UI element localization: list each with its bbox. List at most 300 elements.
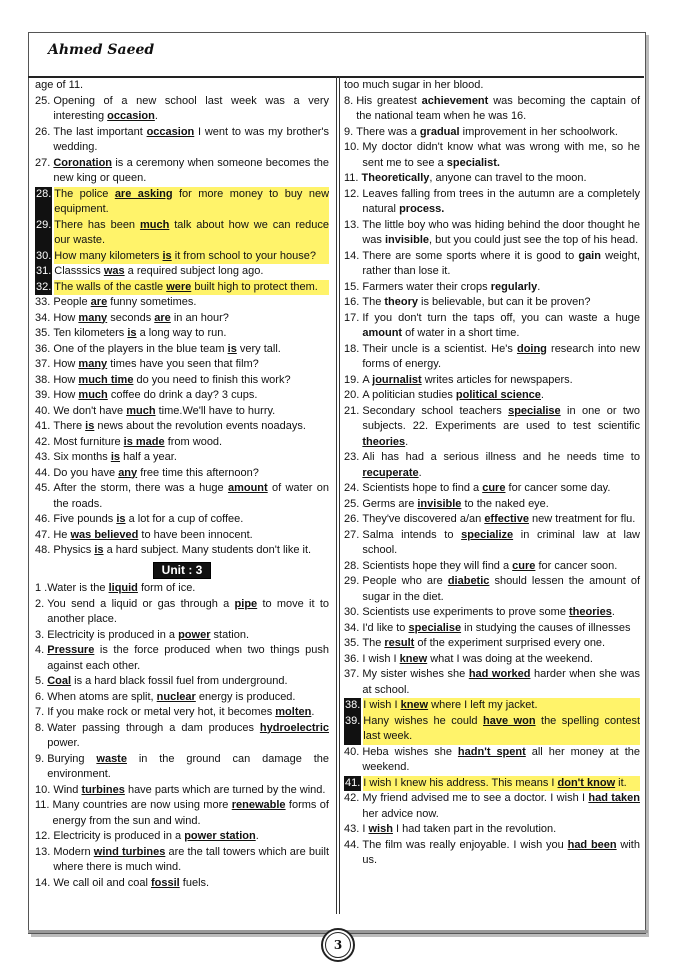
item-number: 40.: [35, 404, 54, 417]
sentence-item: [344, 218, 640, 249]
sentence-item: [344, 745, 640, 776]
item-text: Scientists hope to find a cure for cancer some day.: [362, 482, 611, 494]
sentence-item: [35, 705, 329, 721]
item-number: 12.: [344, 187, 363, 200]
item-number: 42.: [344, 792, 363, 804]
item-text: Six months is half a year.: [53, 451, 177, 463]
sentence-item: [344, 652, 640, 668]
item-number: 34.: [344, 621, 363, 634]
sentence-item: [344, 636, 640, 652]
item-text: Classsics was a required subject long ago.: [54, 265, 264, 277]
item-text: Their uncle is a scientist. He's doing research into new forms of energy.: [362, 342, 640, 370]
item-text: Ten kilometers is a long way to run.: [53, 327, 227, 339]
sentence-item: [344, 714, 640, 745]
column-divider: [339, 76, 340, 914]
item-text: age of 11.: [35, 79, 84, 91]
keyword: cure: [512, 559, 536, 572]
item-text: The film was really enjoyable. I wish you had been with us.: [362, 838, 640, 866]
keyword: renewable: [231, 799, 286, 811]
sentence-item: [35, 798, 329, 829]
keyword: much: [139, 218, 170, 231]
keyword: recuperate: [362, 466, 419, 479]
keyword: is: [116, 513, 126, 525]
sentence-item: [344, 698, 640, 714]
item-number: 24.: [344, 482, 363, 494]
item-number: 29.: [344, 575, 363, 587]
item-number: 36.: [35, 342, 54, 355]
item-number: 31.: [35, 264, 52, 280]
keyword: turbines: [81, 783, 125, 796]
keyword: was: [103, 265, 125, 277]
item-text: Water is the liquid form of ice.: [47, 582, 196, 594]
item-number: 37.: [35, 358, 54, 370]
item-text: How much coffee do drink a day? 3 cups.: [53, 389, 258, 401]
item-text: Salma intends to specialize in criminal law at law school.: [362, 528, 641, 556]
keyword: is made: [123, 435, 165, 448]
keyword: Coal: [47, 675, 72, 687]
sentence-item: [35, 829, 329, 845]
item-number: 27.: [344, 528, 363, 541]
item-text: My friend advised me to see a doctor. I wish I had taken her advice now.: [362, 792, 640, 820]
item-number: 28.: [344, 559, 363, 572]
item-number: 8.: [344, 94, 357, 107]
item-number: 48.: [35, 544, 54, 556]
sentence-item: [344, 249, 640, 280]
item-text: Many countries are now using more renewable forms of energy from the sun and wind.: [52, 799, 329, 827]
item-number: 11.: [35, 799, 53, 811]
sentence-item: [35, 512, 329, 528]
keyword: is: [94, 544, 104, 556]
item-number: 6.: [35, 690, 48, 703]
sentence-item: [344, 78, 640, 94]
keyword: specialise: [408, 621, 462, 634]
item-number: 28.: [35, 187, 52, 218]
item-text: People are funny sometimes.: [53, 296, 197, 308]
keyword: had worked: [468, 668, 531, 680]
sentence-item: [35, 450, 329, 466]
item-text: There are some sports where it is good to gain weight, rather than lose it.: [362, 249, 640, 277]
item-text: Do you have any free time this afternoon?: [53, 466, 259, 479]
sentence-item: [344, 125, 640, 141]
sentence-item: [35, 388, 329, 404]
item-number: 45.: [35, 482, 54, 494]
item-number: 29.: [35, 218, 52, 249]
item-number: 14.: [35, 876, 54, 889]
bold-keyword: invisible: [384, 234, 430, 246]
keyword: many: [78, 311, 108, 324]
item-text: Hany wishes he could have won the spelling contest last week.: [363, 714, 640, 745]
bold-keyword: Theoretically: [361, 172, 430, 184]
sentence-item: [35, 543, 329, 559]
item-text: How many kilometers is it from school to your house?: [54, 249, 329, 265]
keyword: is: [85, 420, 95, 432]
item-number: 43.: [344, 823, 363, 835]
keyword: wind turbines: [93, 845, 166, 858]
item-text: Ali has had a serious illness and he needs time to recuperate.: [362, 451, 640, 479]
sentence-item: [35, 876, 329, 892]
sentence-item: [35, 528, 329, 544]
keyword: result: [384, 637, 415, 649]
item-number: 7.: [35, 706, 48, 718]
item-text: The walls of the castle were built high to protect them.: [54, 280, 329, 296]
item-number: 26.: [35, 125, 54, 138]
item-number: 13.: [35, 845, 54, 858]
sentence-item: [35, 674, 329, 690]
page-number: [321, 928, 355, 962]
keyword: knew: [400, 699, 429, 711]
item-number: 38.: [35, 373, 54, 386]
keyword: have won: [483, 714, 536, 727]
column-divider: [336, 76, 337, 914]
bold-keyword: theory: [384, 296, 418, 308]
right-column: [344, 78, 640, 869]
sentence-item: [344, 295, 640, 311]
item-number: 21.: [344, 404, 363, 417]
keyword: is: [110, 451, 121, 463]
sentence-item: [35, 628, 329, 644]
item-number: 39.: [344, 714, 361, 745]
item-text: Opening of a new school last week was a very interesting occasion.: [53, 94, 329, 122]
sentence-item: [35, 218, 329, 249]
item-text: A journalist writes articles for newspapers.: [362, 373, 573, 386]
sentence-item: [344, 776, 640, 792]
keyword: nuclear: [156, 690, 196, 703]
keyword: wish: [368, 823, 393, 835]
item-number: 35.: [344, 637, 363, 649]
item-text: If you make rock or metal very hot, it becomes molten.: [47, 706, 315, 718]
keyword: is: [127, 327, 137, 339]
keyword: amount: [227, 482, 268, 494]
sentence-item: [35, 783, 329, 799]
item-number: 12.: [35, 830, 54, 842]
item-text: Modern wind turbines are the tall towers which are built where there is much wind.: [53, 845, 330, 873]
item-text: The result of the experiment surprised every one.: [362, 637, 606, 649]
bold-keyword: specialist.: [446, 156, 500, 169]
sentence-item: [344, 667, 640, 698]
sentence-item: [35, 845, 329, 876]
item-number: 35.: [35, 327, 54, 339]
item-number: 41.: [344, 776, 361, 792]
sentence-item: [35, 373, 329, 389]
item-number: 5.: [35, 675, 48, 687]
item-number: 47.: [35, 528, 54, 541]
keyword: specialize: [461, 528, 514, 541]
keyword: are: [90, 296, 108, 308]
item-text: The last important occasion I went to was my brother's wedding.: [53, 125, 329, 153]
keyword: were: [166, 280, 192, 293]
item-text: He was believed to have been innocent.: [53, 528, 253, 541]
keyword: knew: [399, 652, 428, 665]
item-text: They've discovered a/an effective new treatment for flu.: [362, 513, 636, 525]
item-text: Heba wishes she hadn't spent all her money at the weekend.: [362, 745, 640, 773]
item-text: His greatest achievement was becoming the captain of the national team when he was 16.: [356, 94, 640, 122]
item-text: How many times have you seen that film?: [53, 358, 259, 370]
item-text: Most furniture is made from wood.: [53, 435, 223, 448]
sentence-item: [344, 497, 640, 513]
bold-keyword: achievement: [421, 94, 489, 107]
item-text: The police are asking for more money to buy new equipment.: [54, 187, 329, 218]
item-text: I wish I had taken part in the revolution.: [362, 823, 557, 835]
item-text: Pressure is the force produced when two things push against each other.: [47, 644, 329, 672]
keyword: theories: [362, 435, 406, 448]
sentence-item: [35, 643, 329, 674]
item-text: Water passing through a dam produces hydroelectric power.: [47, 721, 329, 749]
keyword: had been: [567, 838, 617, 851]
item-number: 32.: [35, 280, 52, 296]
item-number: 10.: [344, 141, 363, 153]
sentence-item: [35, 311, 329, 327]
item-text: Coronation is a ceremony when someone becomes the new king or queen.: [53, 156, 329, 184]
item-text: There was a gradual improvement in her schoolwork.: [356, 125, 618, 138]
item-text: There has been much talk about how we can reduce our waste.: [54, 218, 329, 249]
sentence-item: [344, 140, 640, 171]
keyword: hadn't spent: [457, 745, 526, 758]
item-text: My doctor didn't know what was wrong with me, so he sent me to see a specialist.: [362, 141, 640, 169]
sentence-item: [35, 435, 329, 451]
sentence-item: [344, 280, 640, 296]
item-number: 11.: [344, 172, 362, 184]
item-text: Secondary school teachers specialise in one or two subjects. 22. Experiments are used to test scientific theories.: [362, 404, 640, 448]
sentence-item: [35, 156, 329, 187]
item-number: 17.: [344, 311, 363, 324]
item-text: Farmers water their crops regularly.: [362, 280, 541, 293]
item-text: Physics is a hard subject. Many students don't like it.: [53, 544, 312, 556]
sentence-item: [344, 838, 640, 869]
item-number: 9.: [344, 125, 357, 138]
item-number: 10.: [35, 783, 54, 796]
item-text: How many seconds are in an hour?: [53, 311, 229, 324]
sentence-item: [344, 528, 640, 559]
left-column: [35, 78, 329, 891]
item-number: 34.: [35, 311, 54, 324]
keyword: are: [154, 311, 171, 324]
item-number: 9.: [35, 752, 48, 765]
item-text: I wish I knew his address. This means I don't know it.: [363, 776, 640, 792]
item-number: 41.: [35, 420, 54, 432]
item-number: 4.: [35, 644, 48, 656]
sentence-item: [344, 621, 640, 637]
item-number: 23.: [344, 451, 363, 463]
sentence-item: [35, 342, 329, 358]
sentence-item: [344, 822, 640, 838]
item-text: I'd like to specialise in studying the causes of illnesses: [362, 621, 631, 634]
item-text: If you don't turn the taps off, you can waste a huge amount of water in a short time.: [362, 311, 640, 339]
item-text: We don't have much time.We'll have to hurry.: [53, 404, 276, 417]
keyword: hydroelectric: [259, 721, 329, 734]
keyword: liquid: [108, 582, 138, 594]
sentence-item: [35, 357, 329, 373]
item-number: 40.: [344, 745, 363, 758]
item-number: 18.: [344, 342, 363, 355]
sentence-item: [35, 404, 329, 420]
sentence-item: [35, 264, 329, 280]
item-text: You send a liquid or gas through a pipe to move it to another place.: [47, 597, 329, 625]
item-text: How much time do you need to finish this work?: [53, 373, 291, 386]
item-number: 46.: [35, 513, 54, 525]
bold-keyword: amount: [362, 327, 403, 339]
item-number: 25.: [35, 94, 54, 107]
unit-heading-text: Unit : 3: [153, 562, 212, 580]
sentence-item: [35, 752, 329, 783]
item-text: The little boy who was hiding behind the door thought he was invisible, but you could just see the top of his head.: [362, 218, 640, 246]
sentence-item: [344, 559, 640, 575]
keyword: waste: [96, 752, 127, 765]
item-text: Wind turbines have parts which are turned by the wind.: [53, 783, 326, 796]
item-text: I wish I knew where I left my jacket.: [363, 698, 640, 714]
sentence-item: [344, 94, 640, 125]
item-number: 14.: [344, 249, 363, 262]
sentence-item: [35, 280, 329, 296]
item-number: 44.: [35, 466, 54, 479]
item-number: 19.: [344, 373, 363, 386]
item-text: A politician studies political science.: [362, 389, 544, 401]
item-number: 13.: [344, 218, 363, 231]
keyword: Pressure: [47, 644, 95, 656]
sentence-item: [35, 249, 329, 265]
item-number: 1 .: [35, 582, 48, 594]
sentence-item: [344, 388, 640, 404]
sentence-item: [344, 574, 640, 605]
item-number: 26.: [344, 513, 363, 525]
item-text: Electricity is produced in a power station.: [47, 628, 250, 641]
keyword: many: [78, 358, 108, 370]
item-text: Leaves falling from trees in the autumn are a completely natural process.: [362, 187, 640, 215]
item-number: 38.: [344, 698, 361, 714]
keyword: power: [178, 628, 211, 641]
bold-keyword: regularly: [490, 280, 538, 293]
keyword: effective: [484, 513, 529, 525]
keyword: any: [118, 466, 138, 479]
item-text: One of the players in the blue team is very tall.: [53, 342, 281, 355]
item-number: 37.: [344, 668, 363, 680]
sentence-item: [344, 512, 640, 528]
sentence-item: [35, 94, 329, 125]
page-number-text: 3: [333, 938, 343, 952]
sentence-item: [35, 466, 329, 482]
page-header: [28, 32, 644, 78]
sentence-item: [344, 450, 640, 481]
sentence-item: [35, 326, 329, 342]
bold-keyword: gradual: [419, 125, 460, 138]
keyword: invisible: [417, 497, 462, 510]
item-number: 2.: [35, 597, 48, 610]
keyword: occasion: [146, 125, 195, 138]
keyword: theories: [569, 606, 612, 618]
bold-keyword: gain: [578, 249, 601, 262]
item-text: People who are diabetic should lessen the amount of sugar in the diet.: [362, 575, 640, 603]
item-text: Electricity is produced in a power station.: [53, 830, 259, 842]
keyword: doing: [516, 342, 547, 355]
sentence-item: [35, 125, 329, 156]
item-text: too much sugar in her blood.: [344, 79, 484, 91]
keyword: had taken: [588, 792, 640, 804]
sentence-item: [344, 481, 640, 497]
item-text: Germs are invisible to the naked eye.: [362, 497, 549, 510]
item-number: 15.: [344, 280, 363, 293]
item-text: Scientists use experiments to prove some theories.: [362, 606, 615, 618]
sentence-item: [344, 187, 640, 218]
keyword: much time: [78, 373, 134, 386]
sentence-item: [344, 373, 640, 389]
item-number: 20.: [344, 389, 363, 401]
item-text: My sister wishes she had worked harder when she was at school.: [362, 668, 640, 696]
keyword: power station: [184, 830, 256, 842]
sentence-item: [35, 419, 329, 435]
item-text: Five pounds is a lot for a cup of coffee.: [53, 513, 244, 525]
sentence-item: [35, 721, 329, 752]
item-number: 3.: [35, 628, 48, 641]
sentence-item: [35, 481, 329, 512]
item-text: Theoretically, anyone can travel to the moon.: [361, 172, 587, 184]
keyword: molten: [275, 706, 312, 718]
sentence-item: [35, 581, 329, 597]
item-number: 44.: [344, 838, 363, 851]
keyword: cure: [482, 482, 506, 494]
sentence-item: [344, 605, 640, 621]
item-number: 43.: [35, 451, 54, 463]
unit-heading: [35, 562, 329, 580]
sentence-item: [35, 597, 329, 628]
item-number: 33.: [35, 296, 54, 308]
keyword: is: [227, 342, 237, 355]
sentence-item: [344, 404, 640, 451]
item-number: 16.: [344, 296, 363, 308]
sentence-item: [35, 295, 329, 311]
sentence-item: [344, 311, 640, 342]
item-text: Coal is a hard black fossil fuel from underground.: [47, 675, 288, 687]
author-name: Ahmed Saeed: [48, 42, 155, 58]
keyword: political science: [455, 389, 541, 401]
bold-keyword: process.: [399, 203, 445, 215]
keyword: journalist: [372, 373, 422, 386]
item-number: 30.: [35, 249, 52, 265]
item-text: We call oil and coal fossil fuels.: [53, 876, 210, 889]
keyword: much: [126, 404, 156, 417]
item-text: After the storm, there was a huge amount of water on the roads.: [53, 482, 329, 510]
keyword: much: [78, 389, 108, 401]
sentence-item: [35, 187, 329, 218]
sentence-item: [344, 171, 640, 187]
keyword: fossil: [150, 876, 180, 889]
keyword: Coronation: [53, 156, 113, 169]
item-number: 30.: [344, 606, 363, 618]
item-text: Burying waste in the ground can damage the environment.: [47, 752, 329, 780]
item-text: The theory is believable, but can it be proven?: [362, 296, 591, 308]
item-text: There is news about the revolution events noadays.: [53, 420, 306, 432]
sentence-item: [35, 690, 329, 706]
item-number: 42.: [35, 435, 54, 448]
item-number: 36.: [344, 652, 363, 665]
item-number: 27.: [35, 156, 54, 169]
sentence-item: [344, 791, 640, 822]
sentence-item: [344, 342, 640, 373]
item-number: 25.: [344, 497, 363, 510]
item-text: Scientists hope they will find a cure for cancer soon.: [362, 559, 618, 572]
item-number: 39.: [35, 389, 54, 401]
keyword: diabetic: [447, 575, 490, 587]
keyword: was believed: [70, 528, 139, 541]
item-text: When atoms are split, nuclear energy is produced.: [47, 690, 296, 703]
sentence-item: [35, 78, 329, 94]
keyword: is: [162, 249, 172, 262]
keyword: specialise: [508, 404, 561, 417]
keyword: pipe: [234, 597, 258, 610]
keyword: don't know: [557, 776, 616, 789]
item-text: I wish I knew what I was doing at the weekend.: [362, 652, 593, 665]
keyword: occasion: [107, 110, 155, 122]
keyword: are asking: [114, 187, 173, 200]
item-number: 8.: [35, 721, 48, 734]
